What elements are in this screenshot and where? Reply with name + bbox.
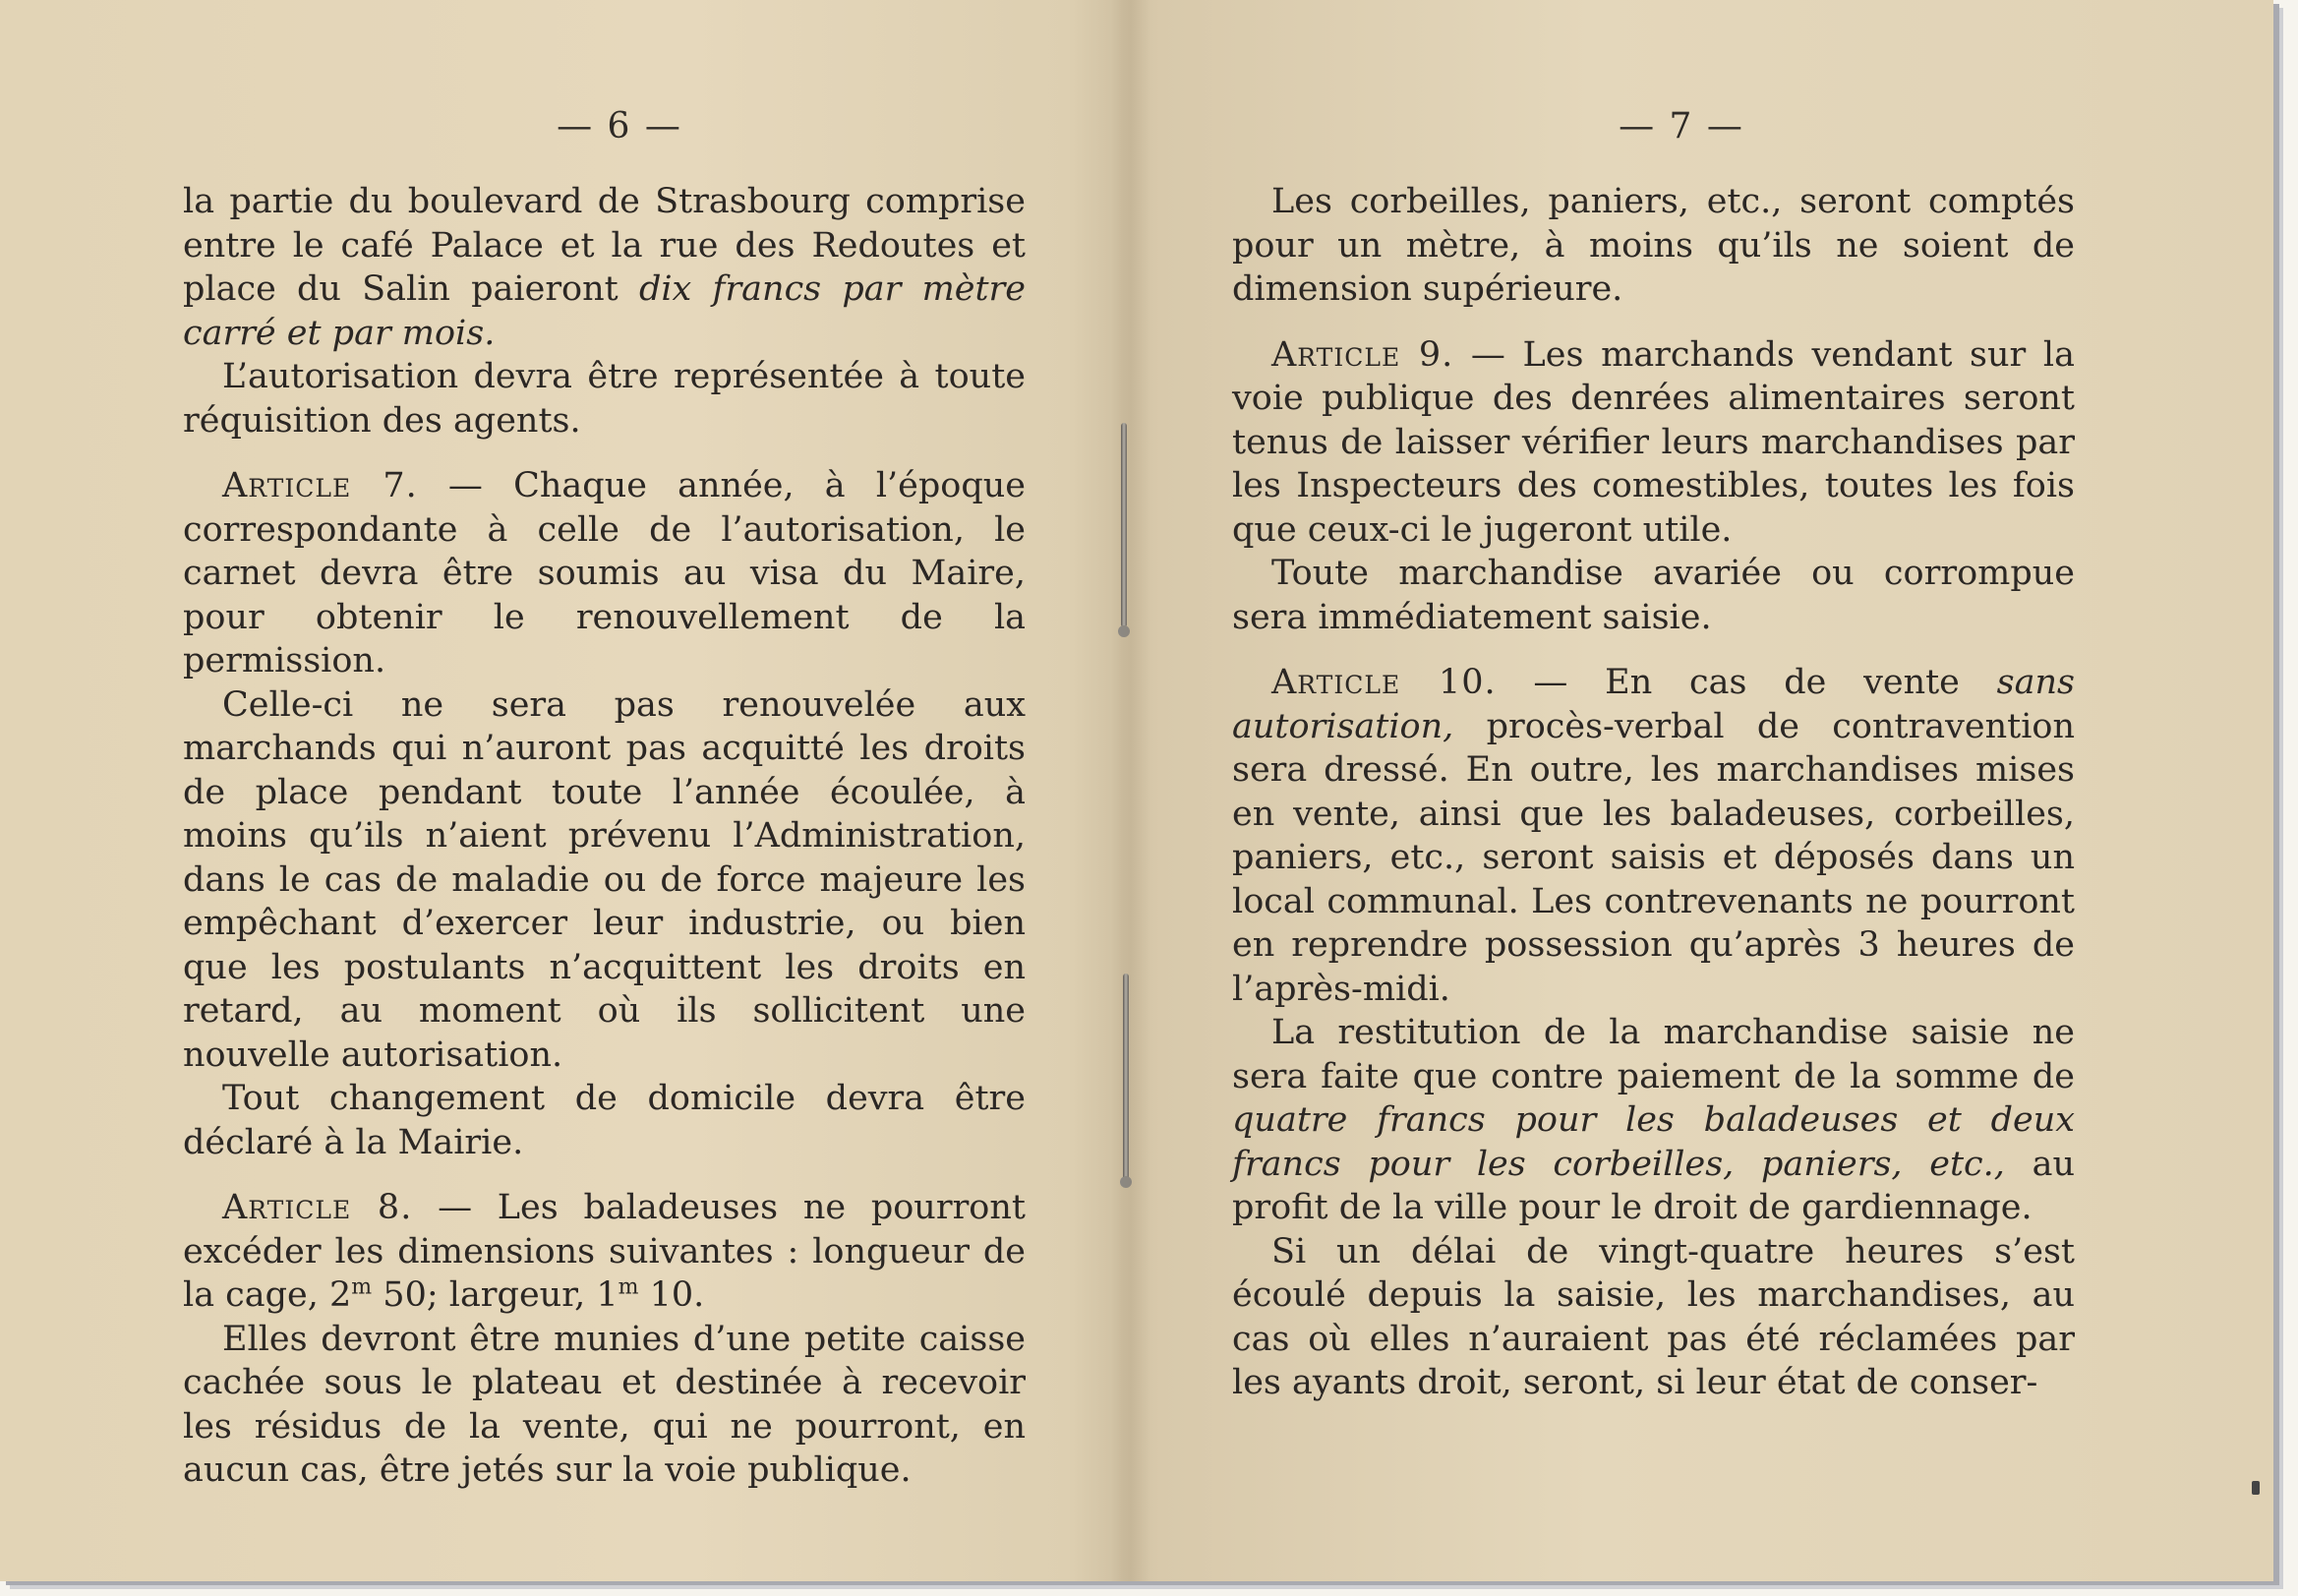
lower-staple (1123, 974, 1129, 1184)
paragraph: Elles devront être munies d’une petite caisse cachée sous le plateau et destinée à recevoir les résidus de la vente, qui ne pourront, en aucun cas, être jetés sur la voie publique. (183, 1319, 1026, 1490)
paragraph: Celle-ci ne sera pas renouvelée aux marchands qui n’auront pas acquitté les droits de place pendant toute l’année écoulée, à moins qu’ils n’aient prévenu l’Administration, dans le cas de maladie ou de force majeure les empêchant d’exercer leur industrie, ou bien que les postulants n’acquittent les droits en retard, au moment où ils sollicitent une nouvelle autorisation. (183, 684, 1026, 1075)
paragraph: Toute marchandise avariée ou corrompue sera immédiatement saisie. (1232, 554, 2075, 637)
article-label: Article 7. (222, 466, 418, 505)
paragraph: La restitution de la marchandise saisie ne sera faite que contre paiement de la somme de quatre francs pour les baladeuses et deux francs pour les corbeilles, paniers, etc., au profit de la ville pour le droit de gardiennage. (1232, 1013, 2075, 1227)
page-text (183, 180, 1026, 1493)
paragraph: Les corbeilles, paniers, etc., seront comptés pour un mètre, à moins qu’ils ne soient de dimension supérieure. (1232, 182, 2075, 309)
page-text (1232, 180, 2075, 1405)
upper-staple-hole (1118, 625, 1130, 637)
upper-staple (1121, 423, 1127, 627)
paragraph: Tout changement de domicile devra être déclaré à la Mairie. (183, 1079, 1026, 1162)
article-8: Article 8. — Les baladeuses ne pourront excéder les dimensions suivantes : longueur de la cage, 2$^m$ 50; largeur, 1$^m$ 10. (183, 1188, 1026, 1315)
article-7: Article 7. — Chaque année, à l’époque correspondante à celle de l’autorisation, le carnet devra être soumis au visa du Maire, pour obtenir le renouvellement de la permission. (183, 466, 1026, 680)
left-page (0, 0, 1126, 1581)
article-label: Article 10. (1271, 663, 1497, 702)
paragraph: L’autorisation devra être représentée à toute réquisition des agents. (183, 357, 1026, 441)
lower-staple-hole (1120, 1176, 1132, 1188)
paragraph: Si un délai de vingt-quatre heures s’est écoulé depuis la saisie, les marchandises, au cas où elles n’auraient pas été réclamées par les ayants droit, seront, si leur état de conser- (1232, 1231, 2075, 1402)
page-number: — 6 — (557, 106, 682, 147)
article-label: Article 9. (1271, 334, 1454, 375)
article-9: Article 9. — Les marchands vendant sur la voie publique des denrées alimentaires seront tenus de laisser vérifier leurs marchandises par les Inspecteurs des comestibles, toutes les fois que ceux-ci le jugeront utile. (1232, 334, 2075, 550)
paragraph: la partie du boulevard de Strasbourg comprise entre le café Palace et la rue des Redoutes et place du Salin paieront dix francs par mètre carré et par mois. (183, 182, 1026, 353)
article-label: Article 8. (222, 1188, 413, 1227)
article-10: Article 10. — En cas de vente sans autorisation, procès-verbal de contravention sera dressé. En outre, les marchandises mises en vente, ainsi que les baladeuses, corbeilles, paniers, etc., seront saisis et déposés dans un local communal. Les contrevenants ne pourront en reprendre possession qu’après 3 heures de l’après-midi. (1232, 663, 2075, 1009)
page-number: — 7 — (1619, 106, 1744, 147)
right-page (1126, 0, 2273, 1581)
